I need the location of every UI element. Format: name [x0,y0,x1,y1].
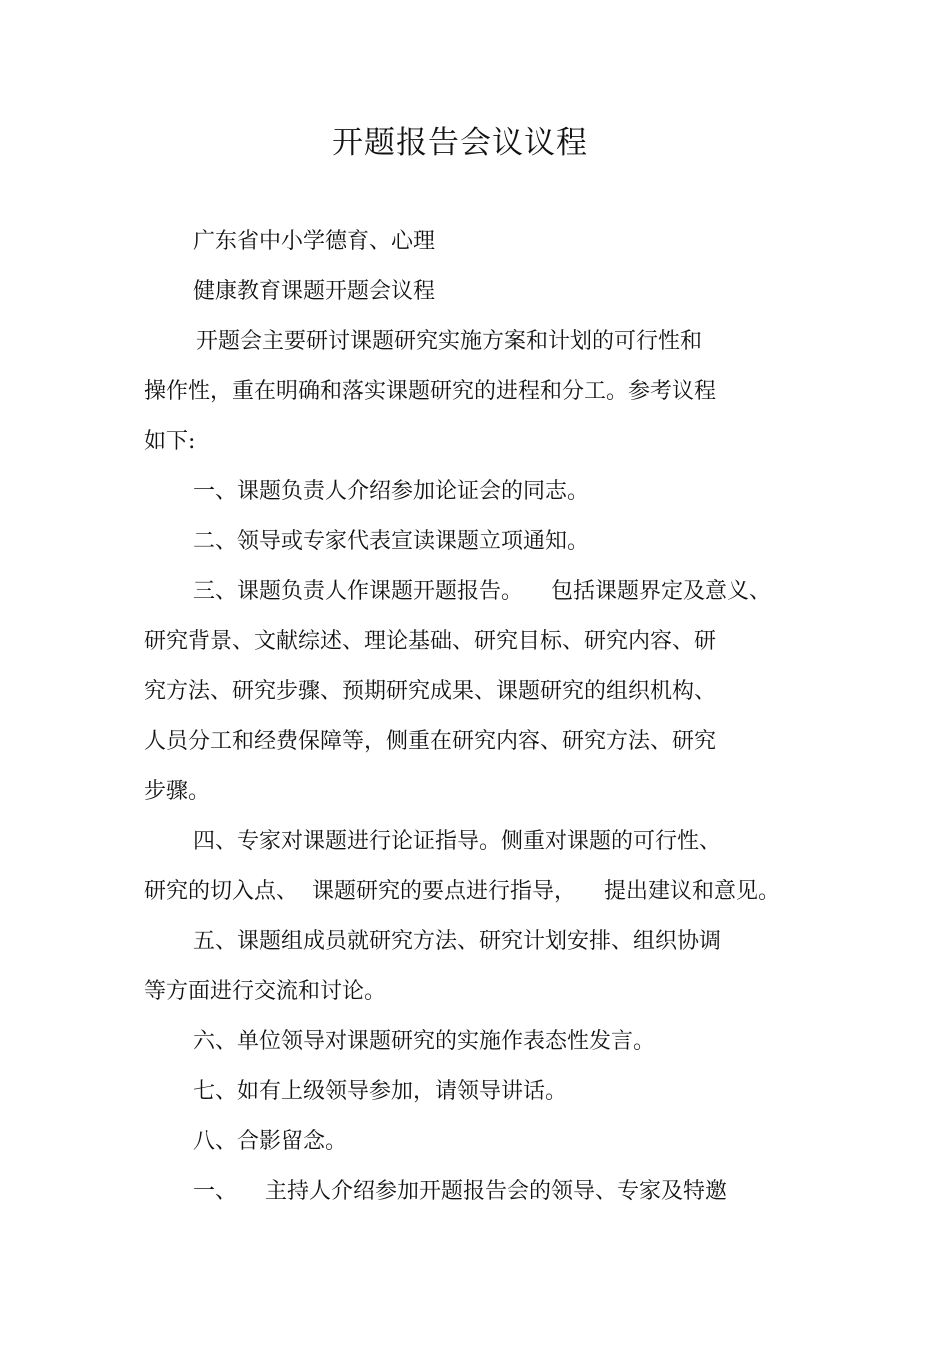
paragraph-line: 步骤。 [144,779,211,804]
paragraph-line: 研究背景、文献综述、理论基础、研究目标、研究内容、研 [144,629,717,654]
document-title: 开题报告会议议程 [332,125,588,161]
paragraph-line: 广东省中小学德育、心理 [193,229,436,254]
agenda-item: 三、课题负责人作课题开题报告。 包括课题界定及意义、 [193,579,771,604]
paragraph-line: 研究的切入点、 课题研究的要点进行指导， 提出建议和意见。 [144,879,780,904]
paragraph-line: 等方面进行交流和讨论。 [144,979,387,1004]
agenda-item: 二、领导或专家代表宣读课题立项通知。 [193,529,590,554]
agenda-item: 五、课题组成员就研究方法、研究计划安排、组织协调 [193,929,722,954]
paragraph-line: 究方法、研究步骤、预期研究成果、课题研究的组织机构、 [144,679,717,704]
agenda-item: 一、 主持人介绍参加开题报告会的领导、专家及特邀 [193,1179,727,1204]
agenda-item: 一、课题负责人介绍参加论证会的同志。 [193,479,590,504]
agenda-item: 八、合影留念。 [193,1129,348,1154]
paragraph-line: 人员分工和经费保障等，侧重在研究内容、研究方法、研究 [144,729,717,754]
paragraph-line: 开题会主要研讨课题研究实施方案和计划的可行性和 [196,329,703,354]
agenda-item: 四、专家对课题进行论证指导。侧重对课题的可行性、 [193,829,722,854]
paragraph-line: 操作性，重在明确和落实课题研究的进程和分工。参考议程 [144,379,717,404]
agenda-item: 七、如有上级领导参加，请领导讲话。 [193,1079,568,1104]
paragraph-line: 健康教育课题开题会议程 [193,279,436,304]
agenda-item: 六、单位领导对课题研究的实施作表态性发言。 [193,1029,656,1054]
paragraph-line: 如下: [144,429,196,454]
